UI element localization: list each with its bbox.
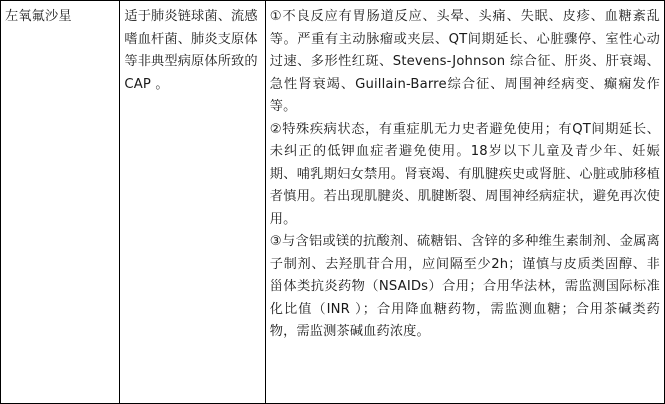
drug-interaction-note: ③与含铝或镁的抗酸剂、硫糖铝、含锌的多种维生素制剂、金属离子制剂、去羟肌苷合用，应间隔至少2h；谨慎与皮质类固醇、非甾体类抗炎药物（NSAIDs）合用；合用华法林，需监测国际标准化比值（INR ）；合用降血糖药物，需监测血糖；合用茶碱类药物，需监测茶碱血药浓度。 — [269, 234, 660, 339]
adverse-reactions-note: ①不良反应有胃肠道反应、头晕、头痛、失眠、皮疹、血糖紊乱等。严重有主动脉瘤或夹层、QT间期延长、心脏骤停、室性心动过速、多形性红斑、Stevens-Johnson 综合征、肝炎、肝衰竭、急性肾衰竭、Guillain-Barre综合征、周围神经病变、癫痫发作等。 — [269, 9, 660, 114]
drug-name: 左氧氟沙星 — [5, 9, 72, 24]
drug-name-cell — [1, 1, 120, 404]
indication-cell — [120, 1, 265, 404]
special-disease-note: ②特殊疾病状态，有重症肌无力史者避免使用；有QT间期延长、未纠正的低钾血症者避免使用。18岁以下儿童及青少年、妊娠期、哺乳期妇女禁用。肾衰竭、有肌腱疾史或肾脏、心脏或肺移植者慎用。若出现肌腱炎、肌腱断裂、周围神经病症状，避免再次使用。 — [269, 121, 660, 227]
indication-text: 适于肺炎链球菌、流感嗜血杆菌、肺炎支原体等非典型病原体所致的CAP 。 — [124, 9, 258, 92]
table-row — [1, 1, 665, 404]
notes-cell — [265, 1, 664, 404]
